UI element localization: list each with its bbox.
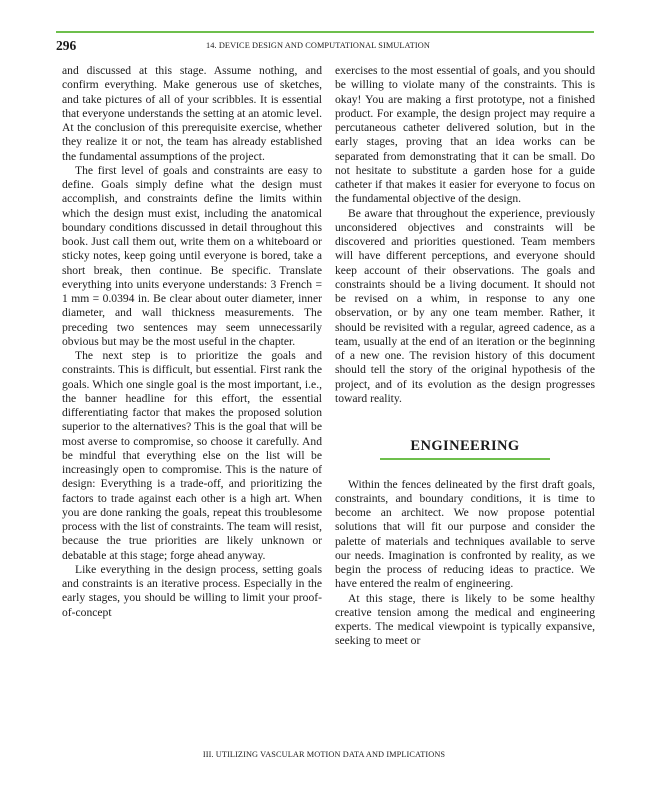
body-paragraph: The next step is to prioritize the goals and constraints. This is difficult, but essential. First rank the goals. Which one single goal is the most important, i.e., the banner headline for this effort, the essential differentiating factor that makes the proposed solution superior to the alternatives? This is the goal that will be most averse to compromise, so choose it carefully. And be mindful that everything else on the list will be increasingly open to compromise. This is the nature of design: Everything is a trade-off, and prioritizing the factors to trade against each other is a high art. When you are done ranking the goals, repeat this troublesome process with the list of constraints. The team will resist, because the true priorities are likely unknown or debatable at this stage; forge ahead anyway. — [62, 349, 322, 562]
section-heading: ENGINEERING — [410, 438, 520, 454]
body-paragraph: Like everything in the design process, setting goals and constraints is an iterative process. Especially in the early stages, you should be willing to limit your proof-of-concept — [62, 562, 322, 619]
body-paragraph: The first level of goals and constraints are easy to define. Goals simply define what the design must accomplish, and constraints define the limits within which the design must exist, including the anatomical boundary conditions discussed in detail throughout this book. Just call them out, write them on a whiteboard or sticky notes, keep going until everyone is bored, take a short break, then continue. Be specific. Translate everything into units everyone understands: 3 French = 1 mm = 0.0394 in. Be clear about outer diameter, inner diameter, and wall thickness measurements. The preceding two sentences may seem unnecessarily obvious but may be the most useful in the chapter. — [62, 163, 322, 348]
body-paragraph: and discussed at this stage. Assume nothing, and confirm everything. Make generous use of sketches, and take pictures of all of your scribbles. It is essential that everyone understands the setting at an atomic level. At the conclusion of this prerequisite exercise, whether they realize it or not, the team has already established the fundamental assumptions of the project. — [62, 64, 322, 163]
left-column — [62, 64, 322, 620]
body-paragraph: Within the fences delineated by the first draft goals, constraints, and boundary conditions, it is time to become an architect. We now propose potential solutions that will fit our purpose and consider the palette of materials and techniques available to serve our needs. Imagination is confronted by reality, as we begin the process of reducing ideas to practice. We have entered the realm of engineering. — [335, 477, 595, 591]
page-number: 296 — [56, 38, 77, 53]
running-head: 14. DEVICE DESIGN AND COMPUTATIONAL SIMULATION — [206, 41, 430, 50]
body-paragraph: At this stage, there is likely to be some healthy creative tension among the medical and engineering experts. The medical viewpoint is typically expansive, seeking to meet or — [335, 591, 595, 648]
page-header — [56, 38, 594, 54]
body-paragraph: exercises to the most essential of goals, and you should be willing to violate many of the constraints. This is okay! You are making a first prototype, not a finished product. For example, the design project may require a percutaneous catheter delivered solution, but in the early stages, proving that an idea works can be separated from demonstrating that it can be small. Do not hesitate to substitute a garden hose for a guide catheter if that makes it easier for everyone to focus on the fundamental objective of the design. — [335, 64, 595, 206]
right-column — [335, 64, 595, 649]
section-heading-rule — [380, 458, 550, 460]
body-paragraph: Be aware that throughout the experience, previously unconsidered objectives and constraints will be discovered and priorities questioned. Team members will have different perceptions, and everyone should keep account of their observations. The goals and constraints should be a living document. It should not be revised on a whim, in response to any one observation, or by any one team member. Rather, it should be revisited with a regular, agreed cadence, as a team, usually at the end of an iteration or the beginning of a new one. The revision history of this document should tell the story of the original hypothesis of the project, and of its evolution as the design progresses toward reality. — [335, 206, 595, 405]
page-footer: III. UTILIZING VASCULAR MOTION DATA AND IMPLICATIONS — [202, 750, 446, 759]
header-rule — [56, 31, 594, 33]
